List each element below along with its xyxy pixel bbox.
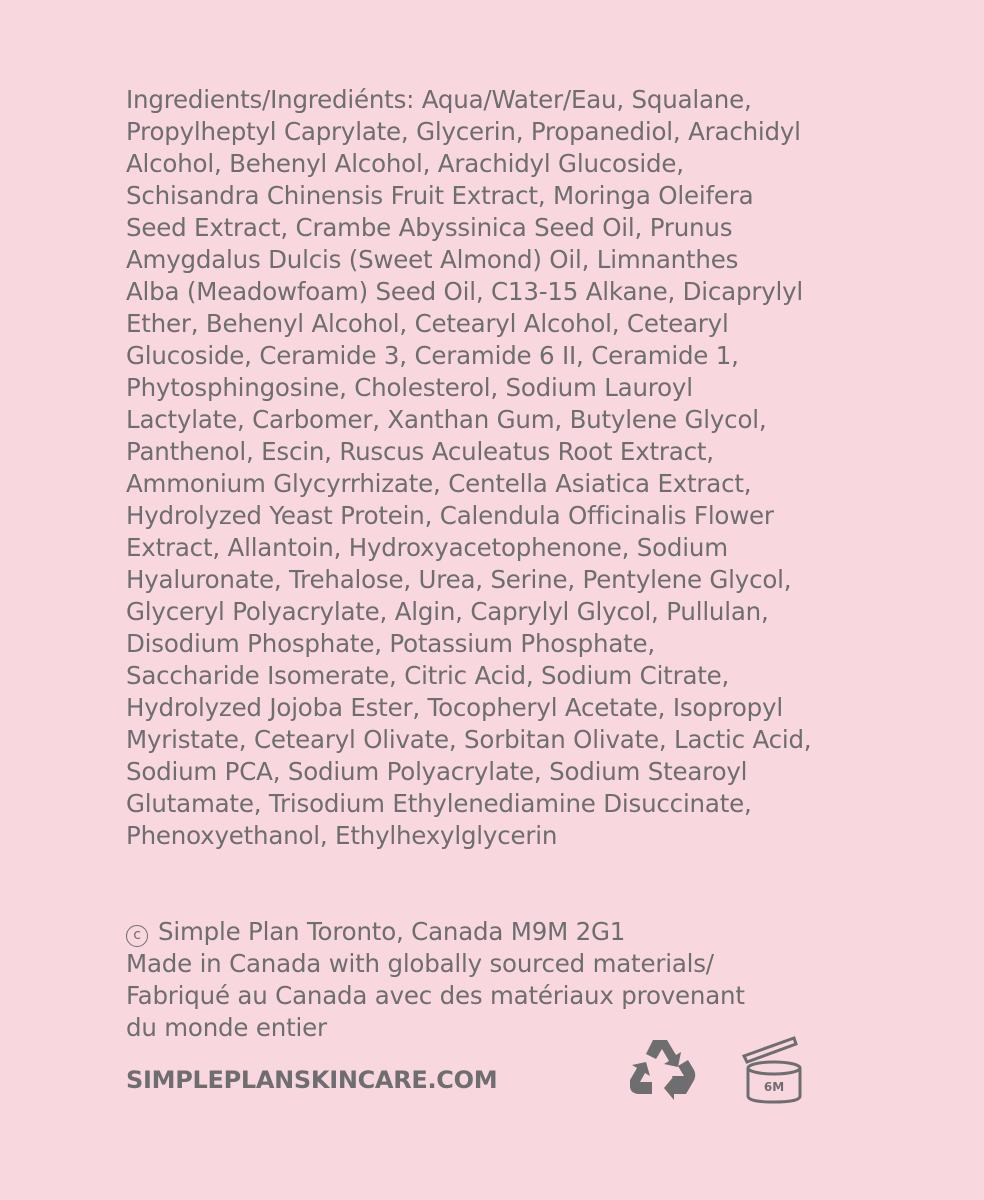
ingredients-line: Alcohol, Behenyl Alcohol, Arachidyl Glucoside, xyxy=(126,149,684,178)
ingredients-line: Glutamate, Trisodium Ethylenediamine Disuccinate, xyxy=(126,789,752,818)
ingredients-line: Glyceryl Polyacrylate, Algin, Caprylyl Glycol, Pullulan, xyxy=(126,597,769,626)
ingredients-line: Hydrolyzed Jojoba Ester, Tocopheryl Acetate, Isopropyl xyxy=(126,693,783,722)
ingredients-line: Propylheptyl Caprylate, Glycerin, Propanediol, Arachidyl xyxy=(126,117,801,146)
ingredients-line: Alba (Meadowfoam) Seed Oil, C13-15 Alkane, Dicaprylyl xyxy=(126,277,804,306)
ingredients-line: Disodium Phosphate, Potassium Phosphate, xyxy=(126,629,656,658)
copyright-icon: c xyxy=(126,925,148,947)
ingredients-line: Lactylate, Carbomer, Xanthan Gum, Butylene Glycol, xyxy=(126,405,767,434)
ingredients-line: Schisandra Chinensis Fruit Extract, Moringa Oleifera xyxy=(126,181,754,210)
website-url: SIMPLEPLANSKINCARE.COM xyxy=(126,1066,498,1094)
ingredients-line: Hyaluronate, Trehalose, Urea, Serine, Pentylene Glycol, xyxy=(126,565,792,594)
ingredients-list xyxy=(126,84,866,852)
made-in-line: Made in Canada with globally sourced materials/ xyxy=(126,949,714,978)
pao-label: 6M xyxy=(763,1080,785,1094)
ingredients-line: Panthenol, Escin, Ruscus Aculeatus Root Extract, xyxy=(126,437,714,466)
made-in-line: Fabriqué au Canada avec des matériaux provenant xyxy=(126,981,745,1010)
ingredients-line: Myristate, Cetearyl Olivate, Sorbitan Olivate, Lactic Acid, xyxy=(126,725,812,754)
ingredients-line: Hydrolyzed Yeast Protein, Calendula Officinalis Flower xyxy=(126,501,774,530)
ingredients-line: Phenoxyethanol, Ethylhexylglycerin xyxy=(126,821,558,850)
period-after-opening-icon xyxy=(738,1034,808,1108)
made-in-line: du monde entier xyxy=(126,1013,327,1042)
ingredients-line: Amygdalus Dulcis (Sweet Almond) Oil, Limnanthes xyxy=(126,245,739,274)
ingredients-line: Seed Extract, Crambe Abyssinica Seed Oil, Prunus xyxy=(126,213,733,242)
company-name-line xyxy=(126,916,866,948)
ingredients-line: Ether, Behenyl Alcohol, Cetearyl Alcohol, Cetearyl xyxy=(126,309,729,338)
recycle-icon xyxy=(626,1036,698,1104)
company-name: Simple Plan Toronto, Canada M9M 2G1 xyxy=(158,917,626,946)
ingredients-line: Phytosphingosine, Cholesterol, Sodium Lauroyl xyxy=(126,373,693,402)
ingredients-line: Ingredients/Ingrediénts: Aqua/Water/Eau, Squalane, xyxy=(126,85,752,114)
ingredients-line: Sodium PCA, Sodium Polyacrylate, Sodium Stearoyl xyxy=(126,757,748,786)
company-info xyxy=(126,916,866,1044)
ingredients-line: Ammonium Glycyrrhizate, Centella Asiatica Extract, xyxy=(126,469,752,498)
ingredients-line: Extract, Allantoin, Hydroxyacetophenone, Sodium xyxy=(126,533,728,562)
ingredients-line: Glucoside, Ceramide 3, Ceramide 6 II, Ceramide 1, xyxy=(126,341,739,370)
ingredients-line: Saccharide Isomerate, Citric Acid, Sodium Citrate, xyxy=(126,661,730,690)
